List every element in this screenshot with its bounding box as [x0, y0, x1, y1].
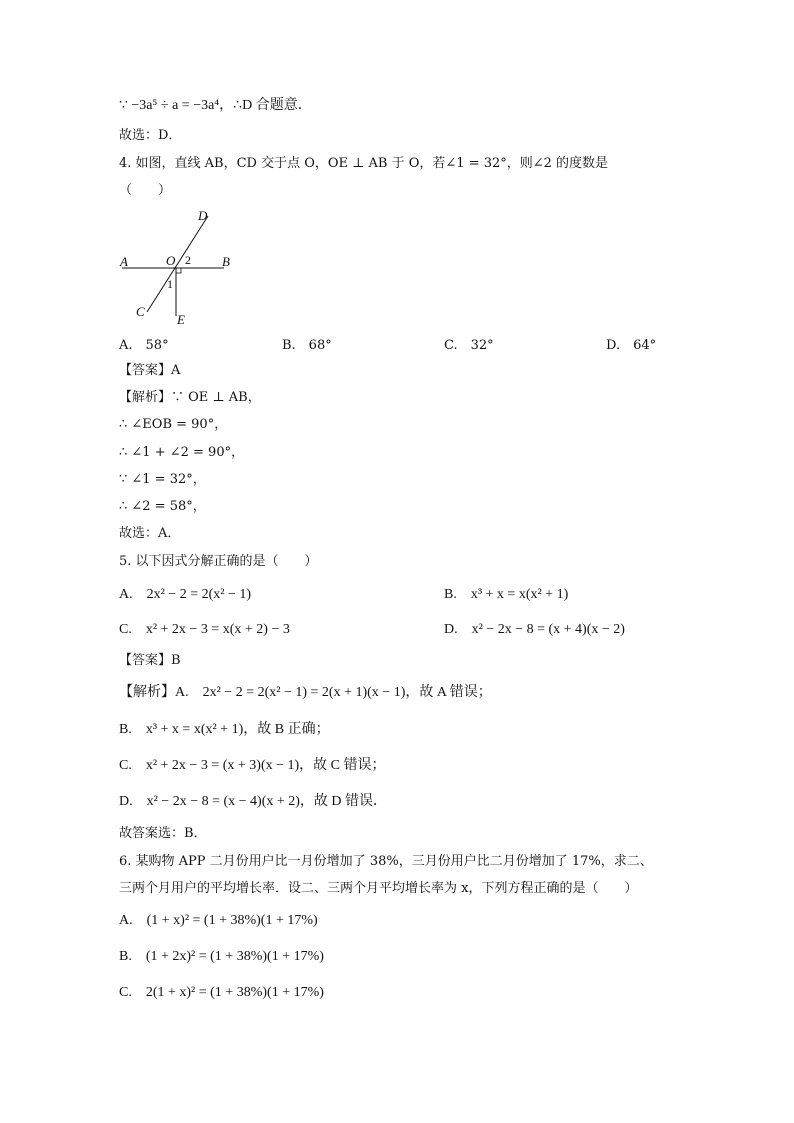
solution-line: 【解析】A. 2x² − 2 = 2(x² − 1) = 2(x + 1)(x − 1)，故 A 错误； [119, 685, 492, 700]
option-b: B. (1 + 2x)² = (1 + 38%)(1 + 17%) [119, 949, 324, 964]
right-angle-mark [176, 268, 181, 273]
label-d: D [198, 208, 208, 223]
solution-line: 故答案选：B． [119, 826, 207, 841]
question-6-cont: 三两个月用户的平均增长率．设二、三两个月平均增长率为 x，下列方程正确的是（ ） [119, 881, 638, 896]
solution-line: 【解析】∵ OE ⊥ AB， [119, 390, 261, 405]
solution-line: C. x² + 2x − 3 = (x + 3)(x − 1)，故 C 错误； [119, 758, 386, 773]
solution-line: ∴ ∠2 = 58°， [119, 499, 206, 514]
option-a: A. 58° [119, 338, 169, 353]
label-e: E [177, 312, 185, 327]
solution-line: ∴ ∠1 + ∠2 = 90°， [119, 445, 245, 460]
label-c: C [136, 304, 145, 319]
label-angle-1: 1 [167, 277, 173, 291]
option-d: D. 64° [606, 338, 657, 353]
question-4: 4. 如图，直线 AB，CD 交于点 O，OE ⊥ AB 于 O，若∠1 = 32°，则∠2 的度数是 [119, 156, 609, 171]
answer-label: 【答案】A [119, 363, 181, 378]
label-angle-2: 2 [185, 253, 191, 267]
label-b: B [222, 254, 230, 269]
label-o: O [166, 253, 176, 268]
geometry-figure [112, 206, 242, 330]
option-a: A. 2x² − 2 = 2(x² − 1) [119, 587, 252, 602]
question-4-blank: （ ） [119, 183, 172, 198]
option-b: B. x³ + x = x(x² + 1) [444, 587, 569, 602]
option-c: C. 32° [444, 338, 494, 353]
text-line: ∵ −3a⁵ ÷ a = −3a⁴，∴D 合题意． [119, 98, 312, 113]
text-line: 故选：D． [119, 128, 182, 143]
solution-line: ∵ ∠1 = 32°， [119, 472, 206, 487]
option-c: C. x² + 2x − 3 = x(x + 2) − 3 [119, 622, 290, 637]
answer-label: 【答案】B [119, 653, 181, 668]
option-c: C. 2(1 + x)² = (1 + 38%)(1 + 17%) [119, 985, 324, 1000]
option-a: A. (1 + x)² = (1 + 38%)(1 + 17%) [119, 913, 318, 928]
option-b: B. 68° [282, 338, 332, 353]
option-d: D. x² − 2x − 8 = (x + 4)(x − 2) [444, 622, 625, 637]
solution-line: 故选：A． [119, 526, 181, 541]
label-a: A [120, 254, 128, 269]
question-6: 6. 某购物 APP 二月份用户比一月份增加了 38%，三月份用户比二月份增加了 17%，求二、 [119, 854, 653, 869]
solution-line: D. x² − 2x − 8 = (x − 4)(x + 2)，故 D 错误． [119, 794, 388, 809]
solution-line: ∴ ∠EOB = 90°， [119, 417, 228, 432]
line-cd [147, 216, 208, 312]
question-5: 5. 以下因式分解正确的是（ ） [119, 554, 318, 569]
solution-line: B. x³ + x = x(x² + 1)，故 B 正确； [119, 722, 330, 737]
